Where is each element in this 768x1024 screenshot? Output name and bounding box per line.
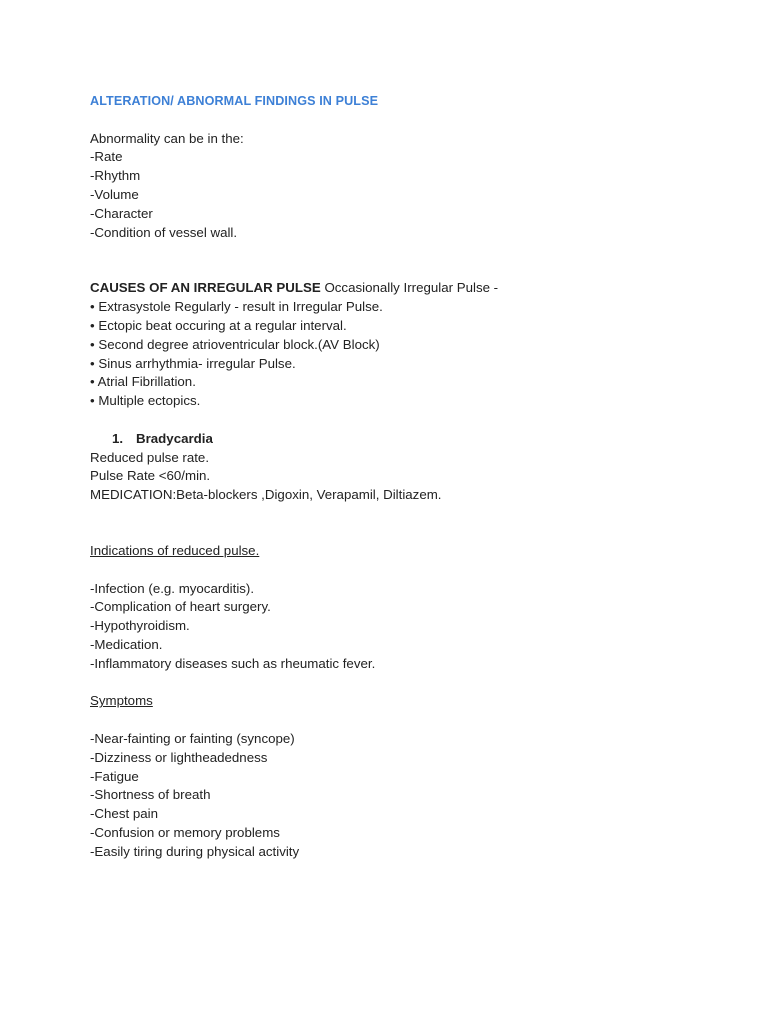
bradycardia-heading-line: [90, 430, 730, 449]
spacer: [90, 111, 730, 130]
bradycardia-medication: MEDICATION:Beta-blockers ,Digoxin, Verapamil, Diltiazem.: [90, 487, 442, 503]
abnormality-item-vessel-wall: -Condition of vessel wall.: [90, 224, 238, 240]
abnormality-intro: Abnormality can be in the:: [90, 130, 244, 146]
spacer: [90, 242, 730, 279]
indications-item: -Medication.: [90, 636, 163, 652]
spacer: [90, 411, 730, 430]
causes-item: • Extrasystole Regularly - result in Irregular Pulse.: [90, 299, 383, 315]
indications-item: -Complication of heart surgery.: [90, 599, 271, 615]
causes-item: • Second degree atrioventricular block.(AV Block): [90, 336, 380, 352]
symptoms-item: -Shortness of breath: [90, 787, 211, 803]
symptoms-heading: Symptoms: [90, 693, 153, 709]
spacer: [90, 505, 730, 542]
causes-heading-suffix: Occasionally Irregular Pulse -: [320, 280, 499, 296]
abnormality-item-volume: -Volume: [90, 186, 139, 202]
symptoms-item: -Fatigue: [90, 768, 139, 784]
list-number: 1.: [112, 430, 124, 446]
bradycardia-heading: Bradycardia: [136, 430, 213, 446]
abnormality-item-character: -Character: [90, 205, 153, 221]
spacer: [90, 711, 730, 730]
bradycardia-line: Reduced pulse rate.: [90, 449, 210, 465]
symptoms-item: -Near-fainting or fainting (syncope): [90, 730, 295, 746]
symptoms-item: -Chest pain: [90, 806, 158, 822]
causes-item: • Sinus arrhythmia- irregular Pulse.: [90, 355, 296, 371]
spacer: [90, 674, 730, 693]
symptoms-item: -Easily tiring during physical activity: [90, 843, 300, 859]
document-title: ALTERATION/ ABNORMAL FINDINGS IN PULSE: [90, 94, 379, 108]
causes-item: • Atrial Fibrillation.: [90, 374, 196, 390]
causes-heading-line: [90, 279, 730, 298]
abnormality-item-rate: -Rate: [90, 149, 123, 165]
spacer: [90, 561, 730, 580]
indications-heading: Indications of reduced pulse.: [90, 542, 260, 558]
causes-item: • Ectopic beat occuring at a regular interval.: [90, 317, 347, 333]
symptoms-item: -Dizziness or lightheadedness: [90, 749, 268, 765]
indications-item: -Infection (e.g. myocarditis).: [90, 580, 255, 596]
symptoms-item: -Confusion or memory problems: [90, 824, 280, 840]
abnormality-item-rhythm: -Rhythm: [90, 168, 141, 184]
indications-item: -Inflammatory diseases such as rheumatic fever.: [90, 655, 376, 671]
document-page: [90, 92, 730, 861]
indications-item: -Hypothyroidism.: [90, 618, 190, 634]
causes-item: • Multiple ectopics.: [90, 393, 201, 409]
causes-heading: CAUSES OF AN IRREGULAR PULSE: [90, 280, 321, 296]
bradycardia-line: Pulse Rate <60/min.: [90, 468, 211, 484]
